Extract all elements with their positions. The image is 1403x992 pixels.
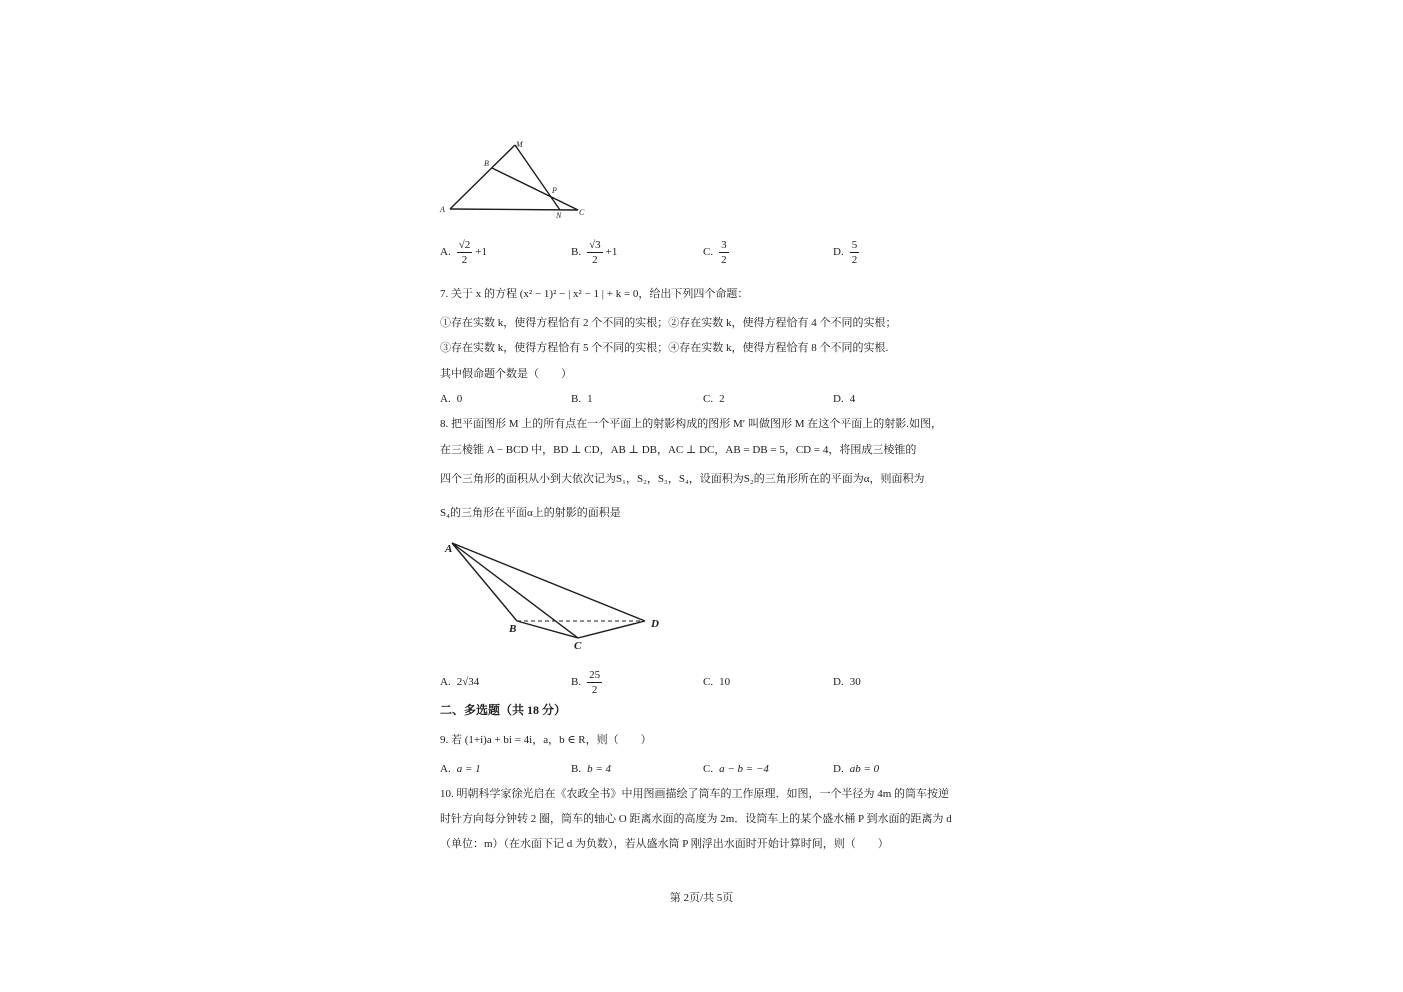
q9-options <box>0 755 1403 783</box>
option-text: 2√34 <box>456 676 480 688</box>
option-suffix: +1 <box>475 246 487 258</box>
option-label: B. <box>571 763 582 775</box>
q7-ask: 其中假命题个数是（ ） <box>440 368 572 380</box>
q8-line: 在三棱锥 A − BCD 中，BD ⊥ CD，AB ⊥ DB，AC ⊥ DC，AB = DB = 5，CD = 4，将围成三棱锥的 <box>440 444 917 456</box>
q9-option-c <box>703 755 769 783</box>
q7-option-c <box>703 385 725 413</box>
numerator: √3 <box>589 238 601 251</box>
denominator: 2 <box>592 253 598 266</box>
fraction <box>587 669 602 696</box>
q6-option-c <box>703 238 731 266</box>
q8-option-c <box>703 668 730 696</box>
option-label: A. <box>440 246 451 258</box>
option-text: b = 4 <box>587 763 612 775</box>
q8-option-a <box>440 668 479 696</box>
label-P: P <box>552 186 557 195</box>
option-label: B. <box>571 246 582 258</box>
denominator: 2 <box>461 253 468 266</box>
option-label: C. <box>703 763 714 775</box>
segment-AM <box>450 145 515 209</box>
option-text: 4 <box>849 393 856 405</box>
label-C: C <box>579 208 585 217</box>
denominator: 2 <box>721 253 727 266</box>
q10-line: 时针方向每分钟转 2 圈，筒车的轴心 O 距离水面的高度为 2m．设筒车上的某个盛水桶 P 到水面的距离为 d <box>440 813 952 825</box>
edge-CD <box>578 621 645 638</box>
option-label: C. <box>703 246 714 258</box>
option-label: B. <box>571 676 582 688</box>
option-text: a − b = −4 <box>719 763 769 775</box>
option-text: 0 <box>456 393 463 405</box>
q8-line: S₄的三角形在平面α上的射影的面积是 <box>440 507 621 519</box>
option-label: A. <box>440 393 451 405</box>
label-C: C <box>574 640 582 652</box>
q7-option-d <box>833 385 855 413</box>
option-label: D. <box>833 763 844 775</box>
q8-option-b <box>571 668 604 696</box>
tetrahedron-figure <box>440 535 670 655</box>
option-text: ab = 0 <box>849 763 880 775</box>
edge-AB <box>452 543 517 621</box>
edge-AD <box>452 543 645 621</box>
option-label: A. <box>440 676 451 688</box>
edge-BC <box>517 621 578 638</box>
q7-option-a <box>440 385 462 413</box>
q8-options <box>0 668 1403 696</box>
option-label: A. <box>440 763 451 775</box>
q7-option-b <box>571 385 593 413</box>
option-suffix: +1 <box>605 246 618 258</box>
q9-stem: 9. 若 (1+i)a + bi = 4i，a，b ∈ R，则（ ） <box>440 734 652 746</box>
q7-stem: 7. 关于 x 的方程 (x² − 1)² − | x² − 1 | + k = 0，给出下列四个命题： <box>440 288 749 300</box>
fraction <box>719 239 729 266</box>
label-B: B <box>484 159 489 168</box>
q6-options <box>0 238 1403 266</box>
q8-option-d <box>833 668 861 696</box>
label-M: M <box>516 140 523 149</box>
q8-line: 四个三角形的面积从小到大依次记为S₁，S₂，S₃，S₄，设面积为S₂的三角形所在的平面为α，则面积为 <box>440 473 925 485</box>
option-text: 2 <box>719 393 725 405</box>
option-text: 1 <box>587 393 593 405</box>
numerator: √2 <box>458 238 471 251</box>
option-text: 10 <box>719 676 731 688</box>
denominator: 2 <box>851 253 858 266</box>
fraction <box>587 239 603 266</box>
option-label: D. <box>833 676 844 688</box>
label-A: A <box>445 543 453 555</box>
q7-proposition-line: ①存在实数 k，使得方程恰有 2 个不同的实根；②存在实数 k，使得方程恰有 4 个不同的实根； <box>440 317 897 329</box>
numerator: 5 <box>851 238 858 251</box>
q7-options <box>0 385 1403 413</box>
denominator: 2 <box>591 683 598 696</box>
numerator: 3 <box>721 238 727 251</box>
q10-line: 10. 明朝科学家徐光启在《农政全书》中用图画描绘了筒车的工作原理．如图，一个半径为 4m 的筒车按逆 <box>440 788 950 800</box>
fraction <box>457 239 473 266</box>
q9-option-b <box>571 755 611 783</box>
q8-line: 8. 把平面图形 M 上的所有点在一个平面上的射影构成的图形 M′ 叫做图形 M 在这个平面上的射影.如图， <box>440 418 942 430</box>
q6-option-d <box>833 238 861 266</box>
option-label: D. <box>833 246 844 258</box>
segment-MN <box>515 145 560 210</box>
option-label: D. <box>833 393 844 405</box>
label-N: N <box>556 211 562 220</box>
q7-proposition-line: ③存在实数 k，使得方程恰有 5 个不同的实根；④存在实数 k，使得方程恰有 8 个不同的实根. <box>440 342 889 354</box>
section-heading: 二、多选题（共 18 分） <box>440 703 567 717</box>
numerator: 25 <box>589 668 601 681</box>
triangle-figure <box>435 135 595 225</box>
option-label: C. <box>703 393 714 405</box>
option-text: 30 <box>849 676 861 688</box>
q9-option-d <box>833 755 879 783</box>
q6-option-b <box>571 238 617 266</box>
label-B: B <box>509 623 517 635</box>
label-D: D <box>651 618 659 630</box>
q6-option-a <box>440 238 487 266</box>
option-label: B. <box>571 393 582 405</box>
label-A: A <box>440 205 445 214</box>
page-footer: 第 2页/共 5页 <box>669 892 734 904</box>
fraction <box>850 239 860 266</box>
option-label: C. <box>703 676 714 688</box>
q9-option-a <box>440 755 481 783</box>
option-text: a = 1 <box>456 763 481 775</box>
q10-line: （单位：m）（在水面下记 d 为负数），若从盛水筒 P 刚浮出水面时开始计算时间，则（ ） <box>440 838 889 850</box>
